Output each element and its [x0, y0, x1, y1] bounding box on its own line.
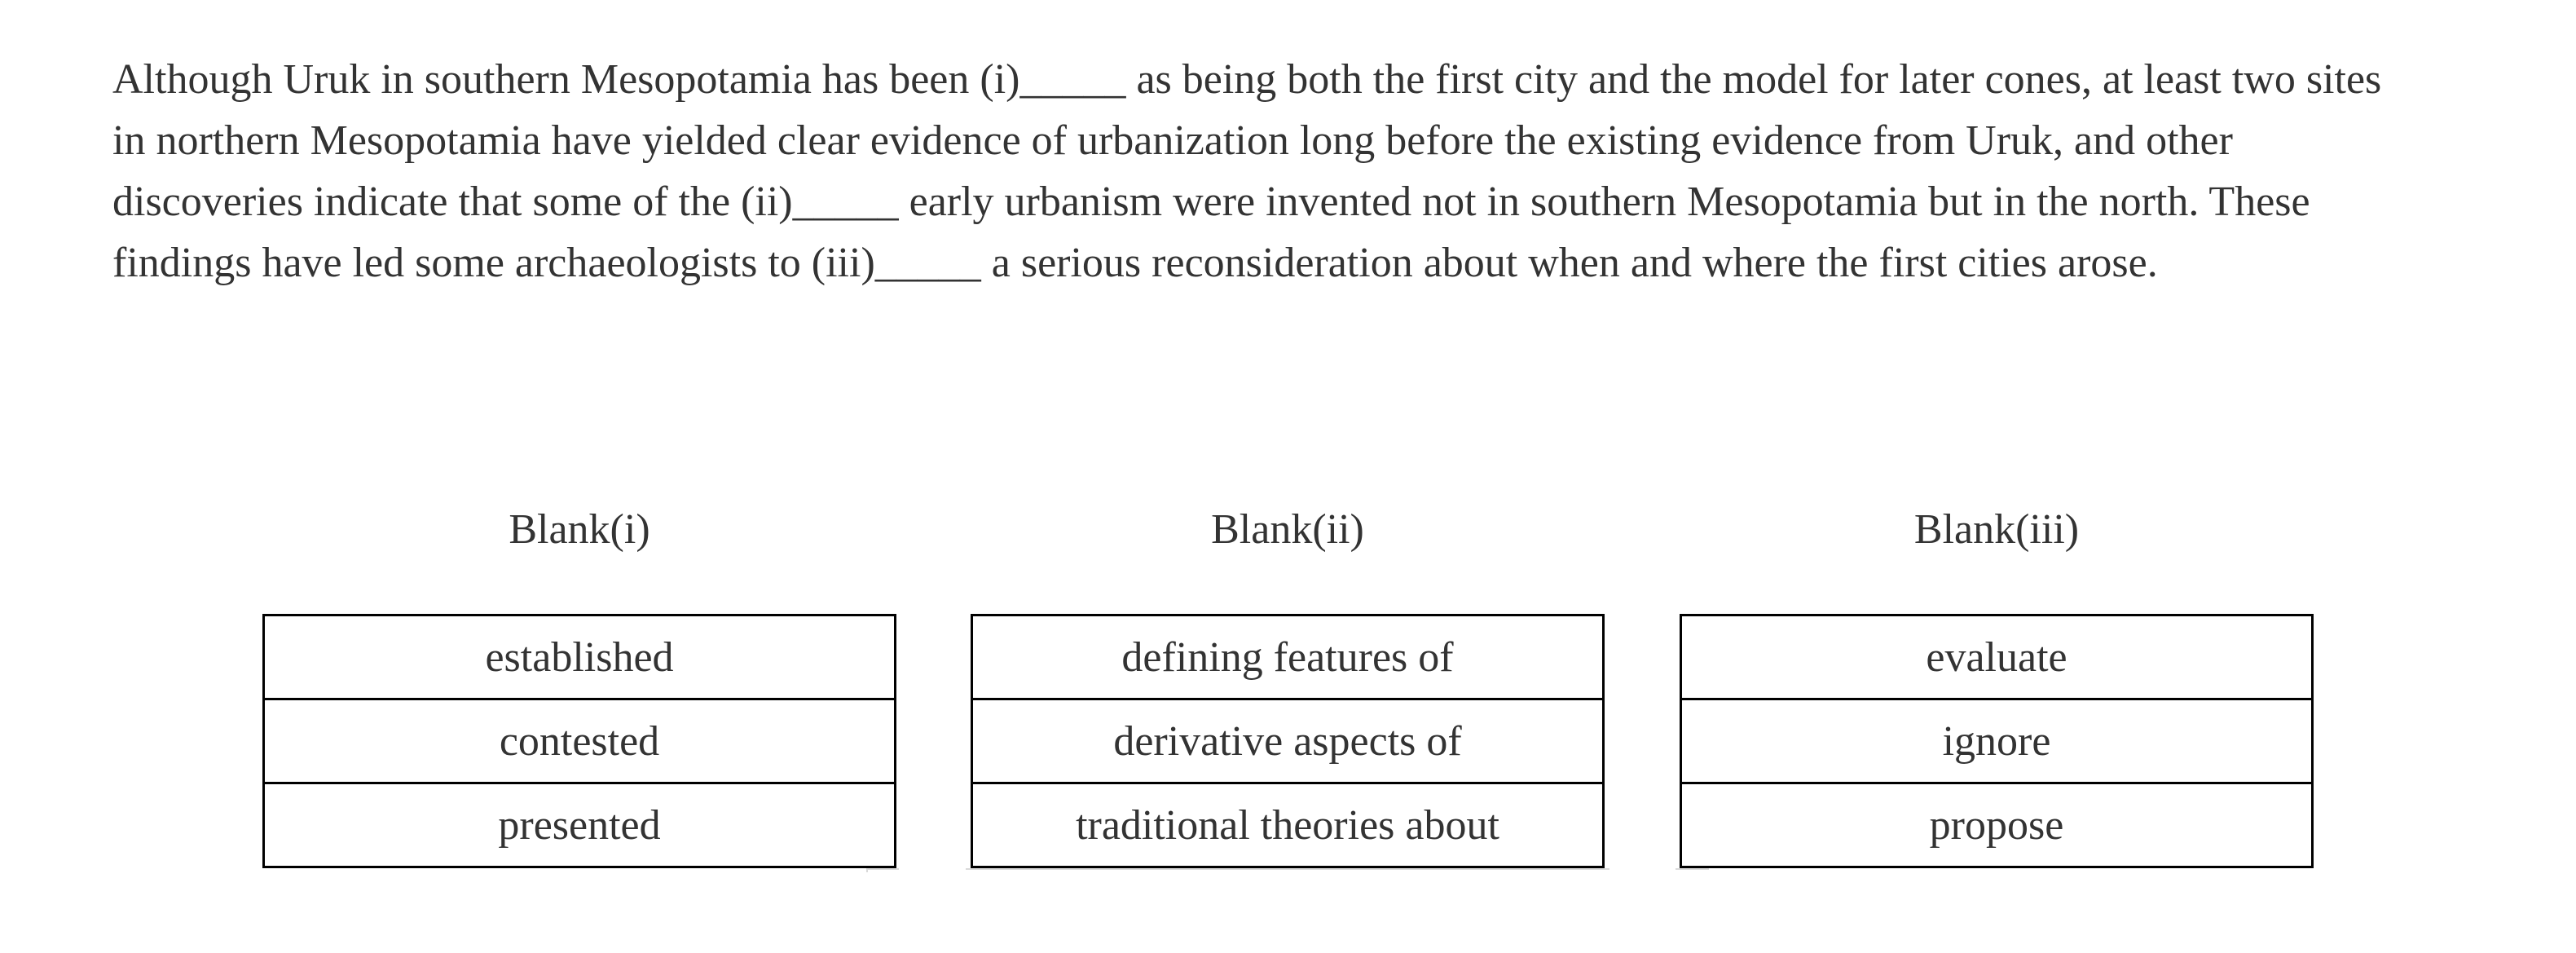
question-passage [112, 49, 2525, 293]
blank-i-option-presented[interactable]: presented [265, 782, 894, 866]
blank-ii-header: Blank(ii) [1211, 506, 1364, 553]
divider-artifact [866, 868, 899, 870]
passage-line: Although Uruk in southern Mesopotamia has been (i)_____ as being both the first city and the model for later cones, at least two sites [112, 56, 2382, 103]
passage-line: findings have led some archaeologists to (iii)_____ a serious reconsideration about when and where the first cities arose. [112, 240, 2158, 286]
divider-artifact [966, 868, 1609, 870]
blank-ii-option-derivative-aspects[interactable]: derivative aspects of [973, 698, 1602, 782]
passage-line: discoveries indicate that some of the (ii)_____ early urbanism were invented not in southern Mesopotamia but in the north. These [112, 179, 2310, 225]
divider-artifact [866, 868, 868, 872]
blank-iii-option-evaluate[interactable]: evaluate [1926, 633, 2067, 681]
blank-iii-option-propose[interactable]: propose [1682, 782, 2311, 866]
blank-iii-options [1680, 614, 2314, 868]
blank-iii-header: Blank(iii) [1913, 506, 2080, 553]
blank-i-option-contested[interactable]: contested [265, 698, 894, 782]
blank-i-group [262, 499, 896, 849]
blank-ii-group [971, 499, 1605, 849]
blank-i-option-established[interactable]: established [485, 633, 674, 681]
blank-iii-group [1680, 499, 2314, 849]
blank-ii-options [971, 614, 1605, 868]
divider-artifact [1676, 868, 1709, 870]
blank-iii-option-ignore[interactable]: ignore [1682, 698, 2311, 782]
passage-line: in northern Mesopotamia have yielded clear evidence of urbanization long before the existing evidence from Uruk, and other [112, 117, 2233, 164]
blank-ii-option-traditional-theories[interactable]: traditional theories about [973, 782, 1602, 866]
blank-i-header: Blank(i) [509, 506, 650, 553]
blank-i-options [262, 614, 896, 868]
blank-ii-option-defining-features[interactable]: defining features of [1121, 633, 1454, 681]
